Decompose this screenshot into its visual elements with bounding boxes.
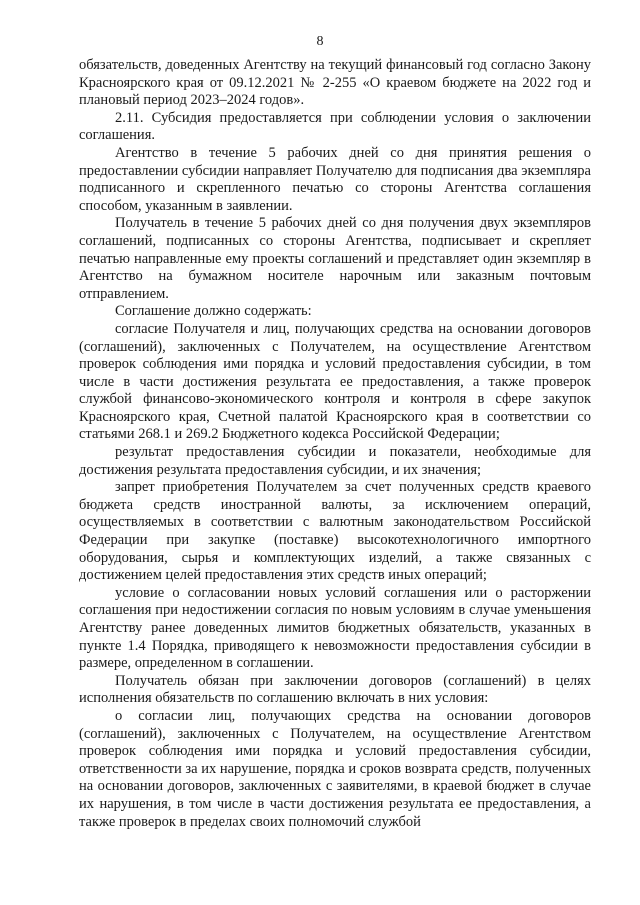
paragraph-consent-inspections: согласие Получателя и лиц, получающих средства на основании договоров (соглашений), заключенных с Получателем, на осуществление Агентством проверок соблюдения ими порядка и условий предоставления субсидии, в том числе в части достижения результата ее предоставления, а также проверок службой финансово-экономического контроля и контроля в сфере закупок Красноярского края, Счетной палатой Красноярского края в соответствии со статьями 268.1 и 269.2 Бюджетного кодекса Российской Федерации;: [79, 320, 591, 443]
paragraph-continuation: обязательств, доведенных Агентству на текущий финансовый год согласно Закону Красноярского края от 09.12.2021 № 2-255 «О краевом бюджете на 2022 год и плановый период 2023–2024 годов».: [79, 57, 591, 109]
paragraph-new-conditions: условие о согласовании новых условий соглашения или о расторжении соглашения при недостижении согласия по новым условиям в случае уменьшения Агентству ранее доведенных лимитов бюджетных обязательств, указанных в пункте 1.4 Порядка, приводящего к невозможности предоставления субсидии в размере, определенном в соглашении.: [79, 584, 591, 672]
document-body: [79, 57, 591, 831]
paragraph-agency-sends: Агентство в течение 5 рабочих дней со дня принятия решения о предоставлении субсидии направляет Получателю для подписания два экземпляра подписанного и скрепленного печатью со стороны Агентства соглашения способом, указанным в заявлении.: [79, 144, 591, 214]
paragraph-recipient-obliged: Получатель обязан при заключении договоров (соглашений) в целях исполнения обязательств по соглашению включать в них условия:: [79, 672, 591, 707]
paragraph-currency-ban: запрет приобретения Получателем за счет полученных средств краевого бюджета средств иностранной валюты, за исключением операций, осуществляемых в соответствии с валютным законодательством Российской Федерации при закупке (поставке) высокотехнологичного импортного оборудования, сырья и комплектующих изделий, а также связанных с достижением целей предоставления этих средств иных операций;: [79, 479, 591, 584]
page-number: 8: [316, 34, 324, 49]
paragraph-result-indicators: результат предоставления субсидии и показатели, необходимые для достижения результата предоставления субсидии, и их значения;: [79, 444, 591, 478]
paragraph-consent-persons: о согласии лиц, получающих средства на основании договоров (соглашений), заключенных с Получателем, на осуществление Агентством проверок соблюдения ими порядка и условий предоставления субсидии, ответственности за их нарушение, порядка и сроков возврата средств, полученных на основании договоров, заключенных с заявителями, в краевой бюджет в случае их нарушения, в том числе в части достижения результата ее предоставления, а также проверок в пределах своих полномочий службой: [79, 707, 591, 830]
paragraph-clause-2-11: 2.11. Субсидия предоставляется при соблюдении условия о заключении соглашения.: [79, 109, 591, 144]
paragraph-recipient-signs: Получатель в течение 5 рабочих дней со дня получения двух экземпляров соглашений, подписанных со стороны Агентства, подписывает и скрепляет печатью направленные ему проекты соглашений и представляет один экземпляр в Агентство на бумажном носителе нарочным или заказным почтовым отправлением.: [79, 215, 591, 302]
paragraph-agreement-contents: Соглашение должно содержать:: [115, 303, 312, 320]
